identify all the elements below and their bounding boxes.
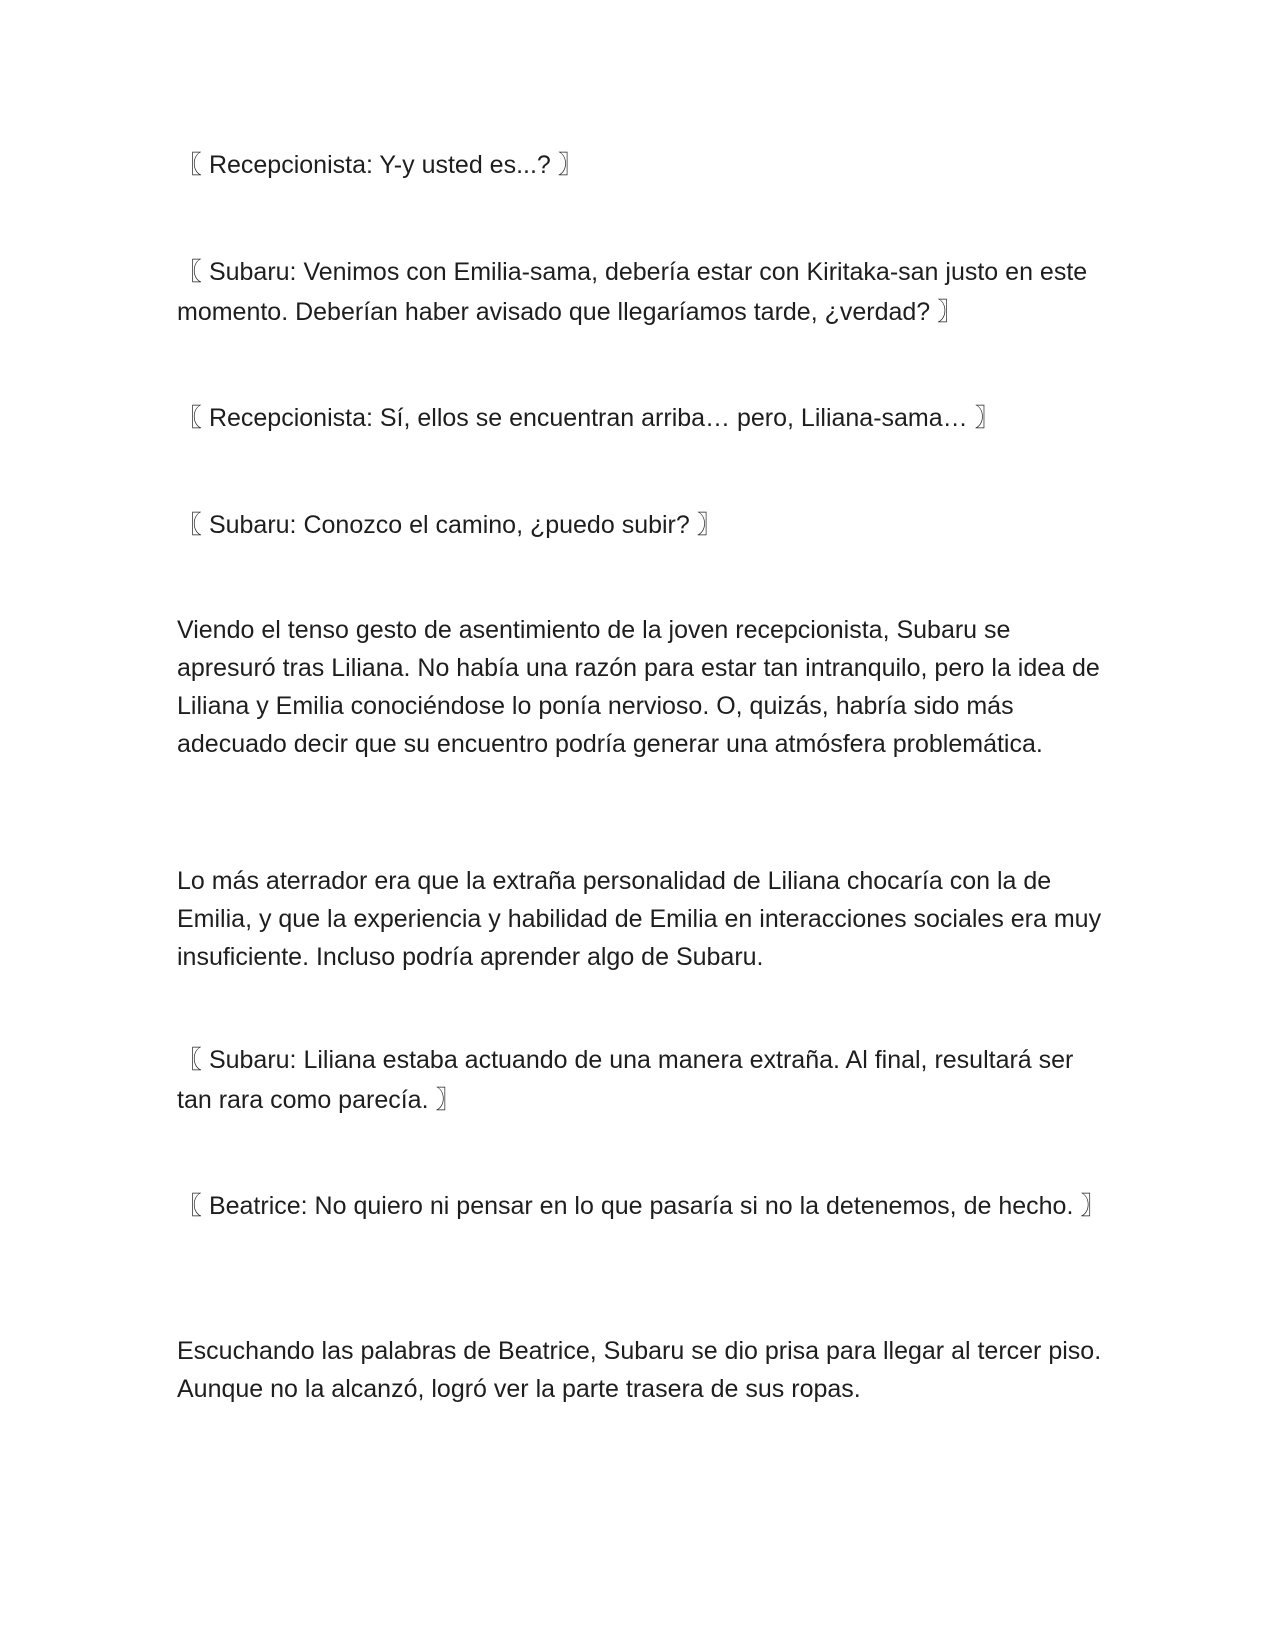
dialogue-subaru-path: 〖 Subaru: Conozco el camino, ¿puedo subir? 〗 [177,511,722,539]
dialogue-subaru-emilia: 〖 Subaru: Venimos con Emilia-sama, debería estar con Kiritaka-san justo en este momento. Deberían haber avisado que llegaríamos tarde, ¿verdad? 〗 [177,258,1088,326]
dialogue-beatrice: 〖 Beatrice: No quiero ni pensar en lo que pasaría si no la detenemos, de hecho. 〗 [177,1192,1106,1220]
dialogue-receptionist-upstairs: 〖 Recepcionista: Sí, ellos se encuentran arriba… pero, Liliana-sama… 〗 [177,404,1000,432]
narration-paragraph: Escuchando las palabras de Beatrice, Subaru se dio prisa para llegar al tercer piso. Aunque no la alcanzó, logró ver la parte trasera de sus ropas. [177,1337,1102,1403]
narration-paragraph: Lo más aterrador era que la extraña personalidad de Liliana chocaría con la de Emilia, y que la experiencia y habilidad de Emilia en interacciones sociales era muy insuficiente. Incluso podría aprender algo de Subaru. [177,867,1102,971]
dialogue-subaru-liliana: 〖 Subaru: Liliana estaba actuando de una manera extraña. Al final, resultará ser tan rara como parecía. 〗 [177,1046,1074,1114]
narration-paragraph: Viendo el tenso gesto de asentimiento de la joven recepcionista, Subaru se apresuró tras Liliana. No había una razón para estar tan intranquilo, pero la idea de Liliana y Emilia conociéndose lo ponía nervioso. O, quizás, habría sido más adecuado decir que su encuentro podría generar una atmósfera problemática. [177,616,1100,758]
dialogue-receptionist-question: 〖 Recepcionista: Y-y usted es...? 〗 [177,151,583,179]
